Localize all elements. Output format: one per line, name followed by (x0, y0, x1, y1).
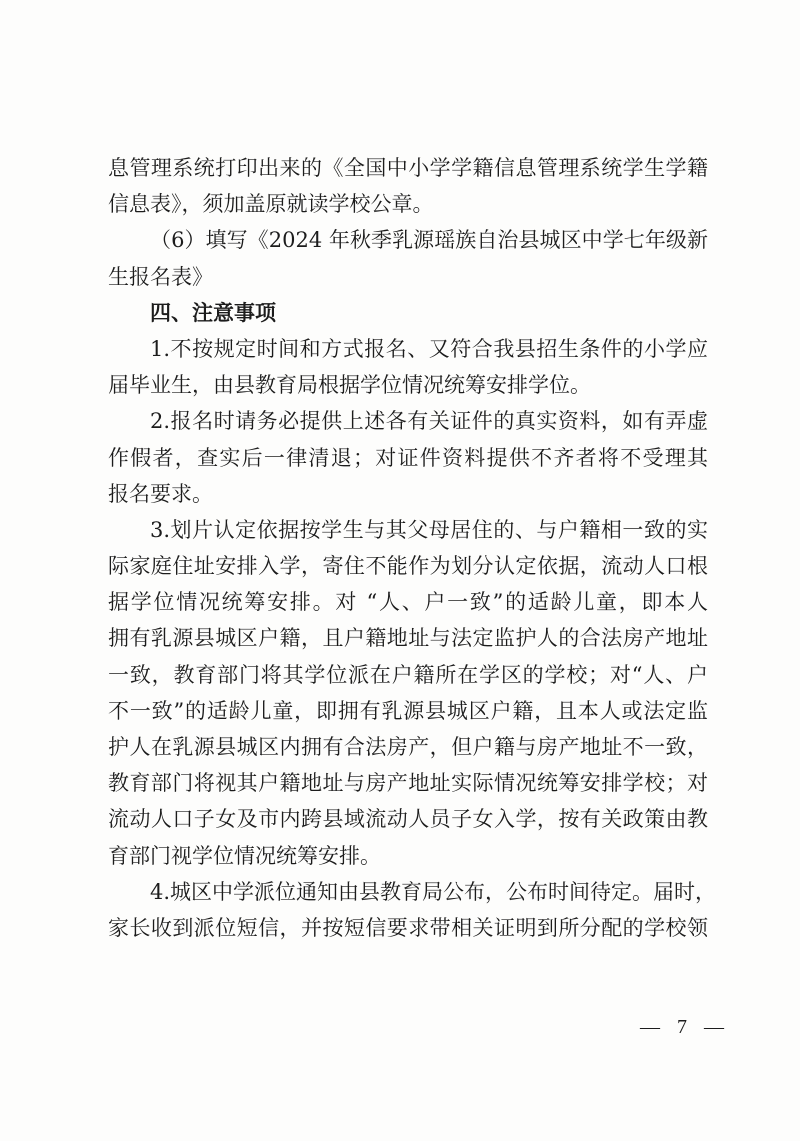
body-line: 息管理系统打印出来的《全国中小学学籍信息管理系统学生学籍 (108, 156, 708, 180)
body-line: 2.报名时请务必提供上述各有关证件的真实资料，如有弄虚 (150, 409, 708, 434)
body-line: 报名要求。 (108, 481, 213, 506)
body-line: 4.城区中学派位通知由县教育局公布，公布时间待定。届时， (150, 879, 717, 904)
body-line: 作假者，查实后一律清退；对证件资料提供不齐者将不受理其 (108, 445, 708, 470)
body-line: 护人在乳源县城区内拥有合法房产，但户籍与房产地址不一致， (108, 735, 708, 759)
body-line: （6）填写《2024 年秋季乳源瑶族自治县城区中学七年级新 (150, 228, 708, 253)
body-line: 拥有乳源县城区户籍，且户籍地址与法定监护人的合法房产地址 (108, 626, 708, 651)
body-line: 届毕业生，由县教育局根据学位情况统筹安排学位。 (108, 373, 591, 398)
body-line: 信息表》，须加盖原就读学校公章。 (108, 192, 434, 217)
body-line: 1.不按规定时间和方式报名、又符合我县招生条件的小学应 (150, 336, 708, 361)
body-line: 教育部门将视其户籍地址与房产地址实际情况统筹安排学校；对 (108, 771, 708, 796)
body-line: 家长收到派位短信，并按短信要求带相关证明到所分配的学校领 (108, 915, 708, 940)
body-line: 3.划片认定依据按学生与其父母居住的、与户籍相一致的实 (150, 517, 708, 542)
body-line: 际家庭住址安排入学，寄住不能作为划分认定依据，流动人口根 (108, 554, 708, 579)
body-line: 据学位情况统筹安排。对 “人、户一致”的适龄儿童，即本人 (108, 590, 708, 615)
body-line: 一致，教育部门将其学位派在户籍所在学区的学校；对“人、户 (108, 662, 708, 687)
body-line: 生报名表》 (108, 264, 213, 289)
body-line: 不一致”的适龄儿童，即拥有乳源县城区户籍，且本人或法定监 (108, 698, 708, 723)
body-line: 流动人口子女及市内跨县域流动人员子女入学，按有关政策由教 (108, 807, 708, 832)
body-line: 育部门视学位情况统筹安排。 (108, 843, 381, 868)
document-body (108, 150, 717, 946)
page-number: — 7 — (640, 1016, 730, 1038)
section-heading: 四、注意事项 (150, 300, 276, 325)
